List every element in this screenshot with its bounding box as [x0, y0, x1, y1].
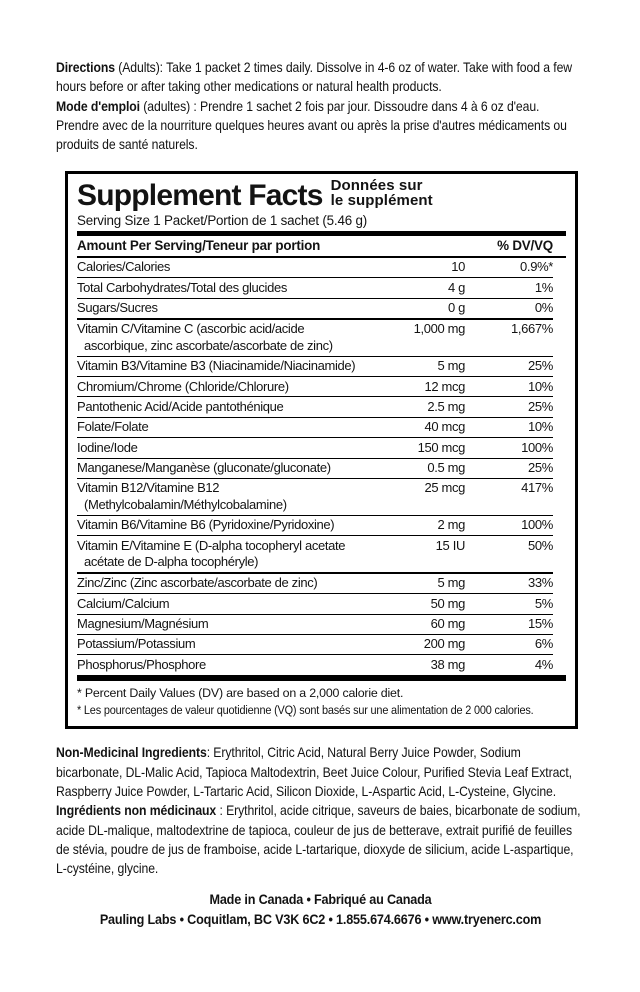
nutrient-amount: 25 mcg [424, 480, 465, 496]
nutrient-name: Vitamin B3/Vitamine B3 (Niacinamide/Niacinamide) [77, 358, 356, 374]
supplement-facts-panel [65, 171, 578, 729]
nutrient-row [77, 277, 553, 297]
nutrient-row [77, 298, 553, 318]
nutrient-dv-percent: 33% [528, 575, 553, 591]
nutrient-dv-percent: 25% [528, 398, 553, 414]
ingredients-en-text: : Erythritol, Citric Acid, Natural Berry Juice Powder, Sodium bicarbonate, DL-Malic Acid, Tapioca Maltodextrin, Beet Juice Colour, Purified Stevia Leaf Extract, Raspberry Juice Powder, L-Tartaric Acid, Silicon Dioxide, L-Aspartic Acid, L-Cysteine, Glycine. [56, 745, 572, 800]
nutrient-amount: 60 mg [430, 616, 465, 632]
nutrient-name: Total Carbohydrates/Total des glucides [77, 279, 287, 295]
nutrient-dv-percent: 1,667% [511, 321, 553, 337]
nutrient-dv-percent: 5% [534, 595, 553, 611]
directions-block [56, 58, 585, 154]
nutrient-dv-percent: 25% [528, 460, 553, 476]
serving-size: Serving Size 1 Packet/Portion de 1 sachet (5.46 g) [77, 212, 367, 228]
nutrient-dv-percent: 100% [521, 439, 553, 455]
ingredients-fr [56, 801, 585, 878]
nutrient-row [77, 258, 553, 277]
nutrient-amount: 150 mcg [417, 439, 465, 455]
nutrient-row [77, 572, 553, 593]
nutrient-row [77, 356, 553, 376]
nutrient-name: Zinc/Zinc (Zinc ascorbate/ascorbate de zinc) [77, 575, 318, 591]
directions-en-text: (Adults): Take 1 packet 2 times daily. Dissolve in 4-6 oz of water. Take with food a few hours before or after taking other medications or natural health products. [56, 60, 573, 95]
nutrient-name: Magnesium/Magnésium [77, 616, 209, 632]
nutrient-amount: 2 mg [437, 517, 465, 533]
nutrient-name: Chromium/Chrome (Chloride/Chlorure) [77, 378, 289, 394]
nutrient-name: Calcium/Calcium [77, 595, 170, 611]
nutrient-row [77, 478, 553, 515]
supplement-facts-title: Supplement Facts [77, 179, 323, 213]
nutrient-name: Calories/Calories [77, 259, 171, 275]
nutrient-row [77, 593, 553, 613]
directions-fr [56, 97, 585, 155]
nutrient-name: Vitamin C/Vitamine C (ascorbic acid/acide ascorbique, zinc ascorbate/ascorbate de zinc) [77, 321, 333, 353]
nutrient-dv-percent: 10% [528, 378, 553, 394]
nutrient-amount: 4 g [447, 279, 465, 295]
nutrient-amount: 50 mg [430, 595, 465, 611]
nutrient-row [77, 417, 553, 437]
nutrient-amount: 200 mg [423, 636, 465, 652]
supplement-facts-title-fr [331, 179, 433, 208]
nutrient-row [77, 437, 553, 457]
nutrient-dv-percent: 10% [528, 419, 553, 435]
nutrient-row [77, 654, 553, 674]
nutrient-name: Folate/Folate [77, 419, 149, 435]
nutrient-amount: 2.5 mg [427, 398, 465, 414]
nutrient-amount: 38 mg [430, 656, 465, 672]
nutrient-amount: 15 IU [435, 537, 465, 553]
nutrient-dv-percent: 0% [534, 300, 553, 316]
nutrient-name: Iodine/Iode [77, 439, 138, 455]
header-dv-percent: % DV/VQ [497, 238, 553, 254]
nutrient-name: Vitamin B6/Vitamine B6 (Pyridoxine/Pyridoxine) [77, 517, 335, 533]
nutrient-dv-percent: 15% [528, 616, 553, 632]
nutrient-amount: 12 mcg [424, 378, 465, 394]
nutrient-row [77, 515, 553, 535]
nutrient-dv-percent: 1% [534, 279, 553, 295]
nutrient-name: Phosphorus/Phosphore [77, 656, 206, 672]
directions-en-label: Directions [56, 60, 115, 75]
nutrient-dv-percent: 50% [528, 537, 553, 553]
nutrient-dv-percent: 4% [534, 656, 553, 672]
nutrient-amount: 0.5 mg [427, 460, 465, 476]
directions-en [56, 58, 585, 97]
ingredients-en [56, 743, 585, 801]
directions-fr-label: Mode d'emploi [56, 98, 140, 114]
nutrient-rows [77, 258, 566, 675]
nutrient-amount: 0 g [447, 300, 465, 316]
footnote-fr: * Les pourcentages de valeur quotidienne (VQ) sont basés sur une alimentation de 2 000 calories. [77, 703, 534, 718]
nutrient-dv-percent: 6% [534, 636, 553, 652]
nutrient-dv-percent: 417% [521, 480, 553, 496]
manufacturer-contact-line: Pauling Labs • Coquitlam, BC V3K 6C2 • 1.855.674.6676 • www.tryenerc.com [99, 911, 542, 927]
title-fr-line2: le supplément [330, 192, 433, 210]
ingredients-fr-text: : Erythritol, acide citrique, saveurs de baies, bicarbonate de sodium, acide DL-malique, maltodextrine de tapioca, couleur de jus de betterave, extrait purifié de feuilles de stévia, poudre de jus de framboise, acide L-tartarique, dioxyde de silicium, acide L-aspartique, L-cystéine, glycine. [56, 803, 581, 877]
ingredients-block [56, 743, 585, 878]
title-fr-line1: Données sur [330, 177, 423, 195]
nutrient-name: Vitamin B12/Vitamine B12 (Methylcobalamin/Méthylcobalamine) [77, 480, 287, 512]
nutrient-row [77, 458, 553, 478]
nutrient-row [77, 318, 553, 356]
nutrient-name: Potassium/Potassium [77, 636, 196, 652]
nutrient-amount: 10 [451, 259, 465, 275]
header-amount-per-serving: Amount Per Serving/Teneur par portion [77, 238, 321, 254]
nutrient-dv-percent: 100% [521, 517, 553, 533]
footnotes [77, 675, 566, 720]
nutrient-name: Manganese/Manganèse (gluconate/gluconate) [77, 460, 331, 476]
made-in-canada-line: Made in Canada • Fabriqué au Canada [209, 891, 432, 907]
nutrient-row [77, 634, 553, 654]
nutrient-row [77, 376, 553, 396]
nutrient-amount: 1,000 mg [413, 321, 465, 337]
nutrient-amount: 5 mg [437, 358, 465, 374]
directions-fr-text: (adultes) : Prendre 1 sachet 2 fois par jour. Dissoudre dans 4 à 6 oz d'eau. Prendre avec de la nourriture quelques heures avant ou après la prise d'autres médicaments ou produits de santé naturels. [56, 98, 567, 153]
nutrient-name: Sugars/Sucres [77, 300, 158, 316]
nutrient-amount: 5 mg [437, 575, 465, 591]
nutrient-table-header [77, 236, 566, 258]
supplement-facts-title-row [77, 179, 566, 211]
nutrient-row [77, 535, 553, 572]
ingredients-fr-label: Ingrédients non médicinaux [56, 803, 217, 819]
nutrient-row [77, 396, 553, 416]
nutrient-name: Vitamin E/Vitamine E (D-alpha tocopheryl acetate acétate de D-alpha tocophéryle) [77, 537, 346, 569]
footer-block [75, 890, 567, 931]
ingredients-en-label: Non-Medicinal Ingredients [56, 745, 207, 761]
nutrient-row [77, 614, 553, 634]
nutrient-dv-percent: 0.9%* [520, 259, 553, 275]
nutrient-dv-percent: 25% [528, 358, 553, 374]
footnote-en: * Percent Daily Values (DV) are based on a 2,000 calorie diet. [77, 685, 404, 700]
nutrient-amount: 40 mcg [424, 419, 465, 435]
nutrient-name: Pantothenic Acid/Acide pantothénique [77, 398, 284, 414]
